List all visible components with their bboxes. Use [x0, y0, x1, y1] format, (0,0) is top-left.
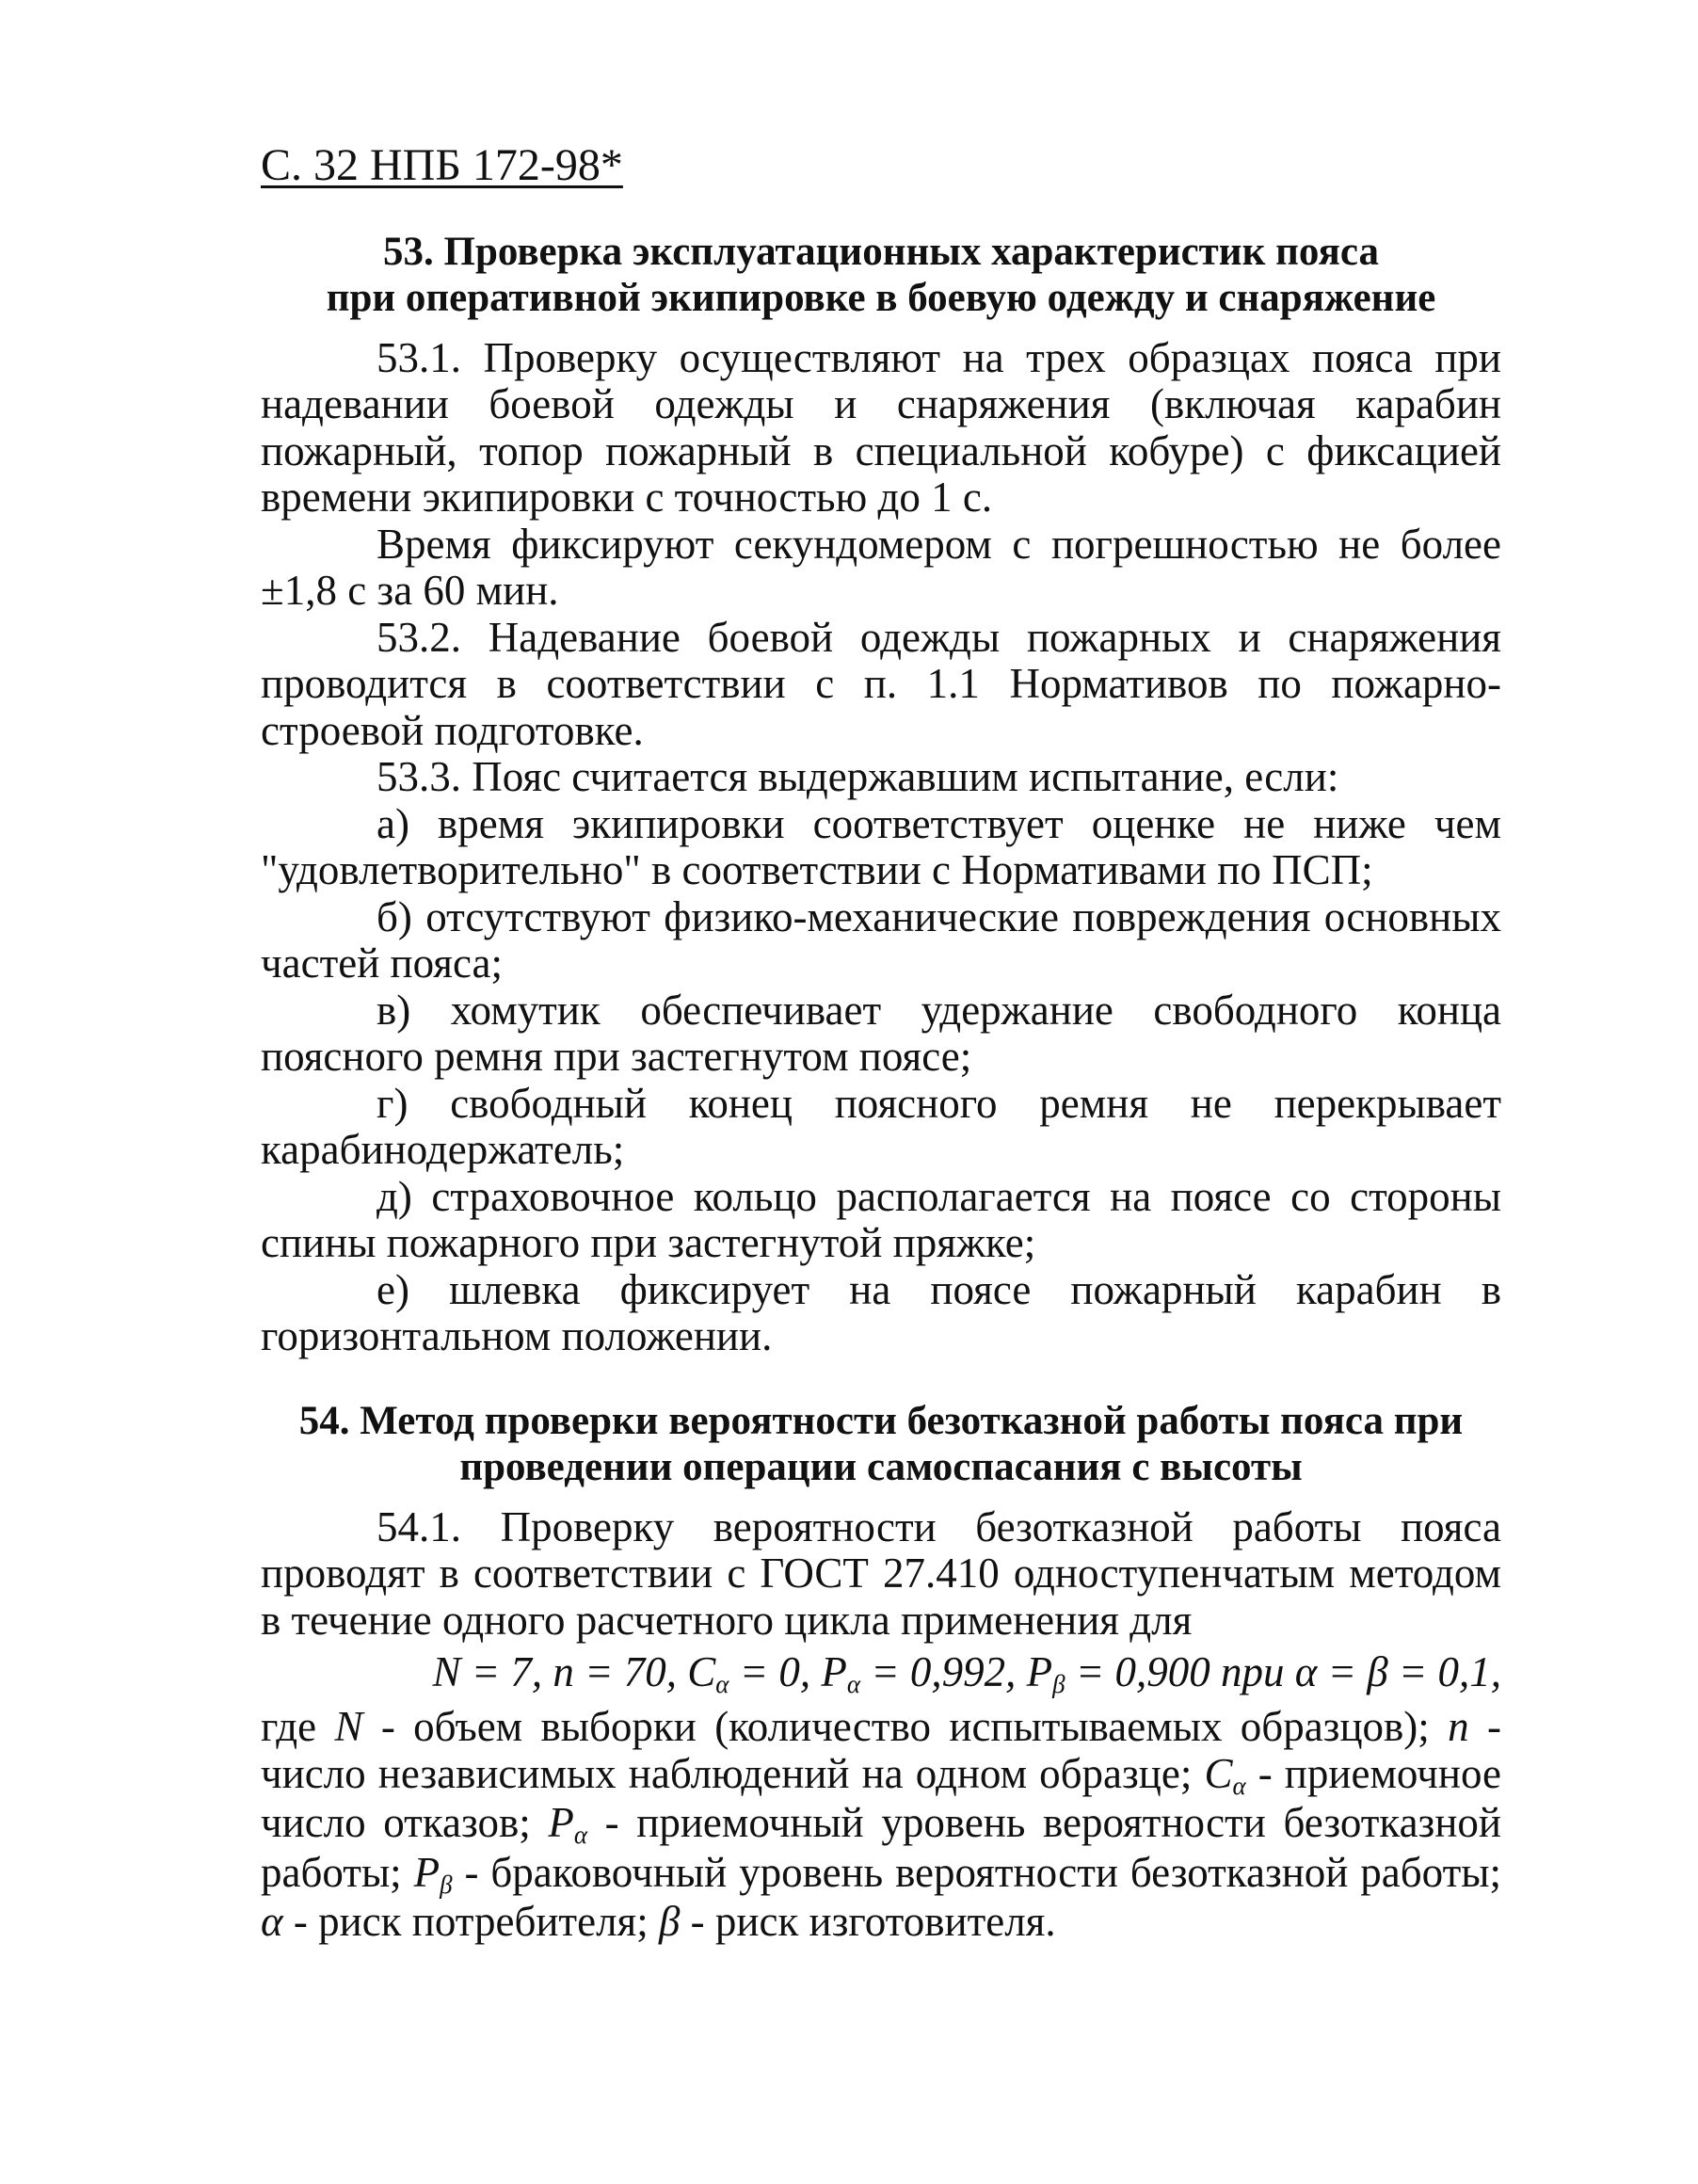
- list-item-g: г) свободный конец поясного ремня не перекрывает карабинодержатель;: [261, 1079, 1501, 1174]
- section-53-title-line1: 53. Проверка эксплуатационных характеристик пояса: [383, 229, 1379, 274]
- section-53-title-line2: при оперативной экипировке в боевую одежду и снаряжение: [326, 276, 1436, 321]
- formula: [261, 1649, 1501, 1698]
- section-54-title-line1: 54. Метод проверки вероятности безотказной работы пояса при: [298, 1398, 1464, 1443]
- list-item-b: б) отсутствуют физико-механические повреждения основных частей пояса;: [261, 892, 1501, 988]
- list-item-a: а) время экипировки соответствует оценке не ниже чем "удовлетворительно" в соответствии с Нормативами по ПСП;: [261, 799, 1501, 894]
- formula-n-sample: N = 7,: [432, 1648, 543, 1696]
- section-53-title: [261, 229, 1501, 322]
- formula-ca: $C_\alpha = 0$,: [687, 1648, 811, 1698]
- paragraph-54-1: 54.1. Проверку вероятности безотказной работы пояса проводят в соответствии с ГОСТ 27.410 одноступенчатым методом в течение одного расчетного цикла применения для: [261, 1502, 1501, 1644]
- formula-pa: $P_\alpha = 0,992$,: [821, 1648, 1017, 1698]
- paragraph-53-1: 53.1. Проверку осуществляют на трех образцах пояса при надевании боевой одежды и снаряжения (включая карабин пожарный, топор пожарный в специальной кобуре) с фиксацией времени экипировки с точностью до 1 с.: [261, 333, 1501, 522]
- formula-n-observations: n = 70,: [553, 1648, 678, 1696]
- paragraph-53-3: 53.3. Пояс считается выдержавшим испытание, если:: [376, 753, 1339, 801]
- document-page: [261, 141, 1501, 1946]
- paragraph-53-2: 53.2. Надевание боевой одежды пожарных и снаряжения проводится в соответствии с п. 1.1 Нормативов по пожарно-строевой подготовке.: [261, 613, 1501, 754]
- formula-pb: $P_\beta = 0,900$ при α = β = 0,1,: [1026, 1648, 1501, 1698]
- list-item-v: в) хомутик обеспечивает удержание свободного конца поясного ремня при застегнутом поясе;: [261, 986, 1501, 1081]
- paragraph-time: Время фиксируют секундомером с погрешностью не более ±1,8 с за 60 мин.: [261, 520, 1501, 615]
- section-54-title: [261, 1398, 1501, 1491]
- running-head: С. 32 НПБ 172-98*: [261, 140, 623, 190]
- section-54-title-line2: проведении операции самоспасания с высоты: [459, 1445, 1303, 1490]
- list-item-d: д) страховочное кольцо располагается на поясе со стороны спины пожарного при застегнутой пряжке;: [261, 1172, 1501, 1267]
- list-item-e: е) шлевка фиксирует на поясе пожарный карабин в горизонтальном положении.: [261, 1265, 1501, 1360]
- formula-legend: где N - объем выборки (количество испытываемых образцов); n - число независимых наблюдений на одном образце; $C_\alpha$ - приемочное число отказов; $P_\alpha$ - приемочный уровень вероятности безотказной работы; $P_\beta$ - браковочный уровень вероятности безотказной работы; α - риск потребителя; β - риск изготовителя.: [261, 1703, 1502, 1946]
